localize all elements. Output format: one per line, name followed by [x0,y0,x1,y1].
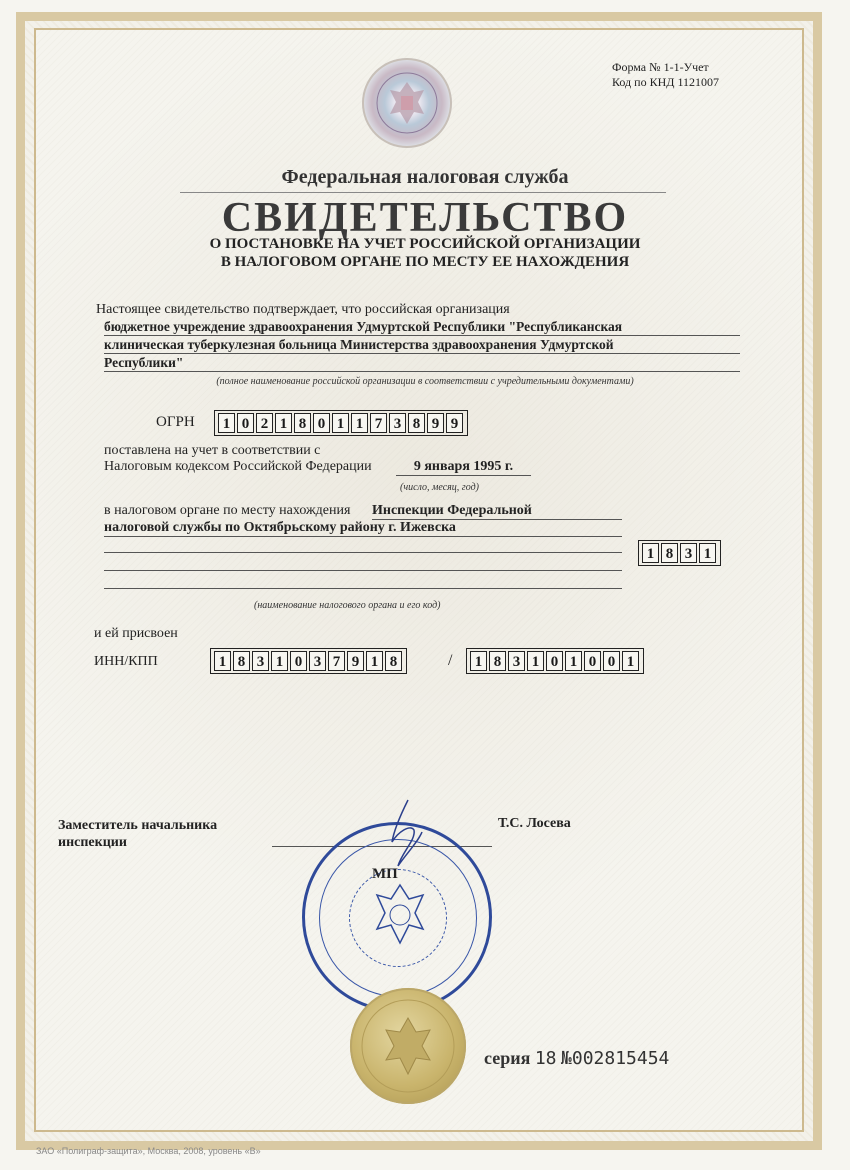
ogrn-digit: 1 [351,413,368,433]
kpp-digit: 0 [584,651,601,671]
inn-digit: 8 [385,651,402,671]
authority-name-line-2: налоговой службы по Октябрьскому району г. Ижевска [104,520,622,537]
series-value: 18 [534,1048,557,1069]
document-number: №002815454 [561,1048,670,1069]
registration-date: 9 января 1995 г. [396,459,531,476]
subtitle-line-2: В НАЛОГОВОМ ОРГАНЕ ПО МЕСТУ ЕЕ НАХОЖДЕНИЯ [220,254,630,270]
ogrn-digit: 0 [313,413,330,433]
ogrn-digit: 2 [256,413,273,433]
ogrn-label: ОГРН [156,414,195,430]
inn-kpp-separator: / [448,652,453,669]
inn-digit: 7 [328,651,345,671]
intro-text: Настоящее свидетельство подтверждает, что российская организация [96,302,510,317]
org-name-line-2: клиническая туберкулезная больница Министерства здравоохранения Удмуртской [104,337,740,354]
ogrn-digit: 9 [427,413,444,433]
registered-text-2: Налоговым кодексом Российской Федерации [104,459,372,474]
authority-code-digit: 8 [661,543,678,563]
ogrn-field [214,410,468,436]
kpp-digit: 1 [470,651,487,671]
kpp-digit-boxes [466,648,644,674]
inn-digit: 1 [271,651,288,671]
authority-blank-line-1 [104,540,622,553]
agency-underline [180,192,666,193]
inn-kpp-label: ИНН/КПП [94,654,158,669]
kpp-digit: 8 [489,651,506,671]
kpp-digit: 0 [546,651,563,671]
authority-name-line-1: Инспекции Федеральной [372,503,622,520]
inn-digit: 1 [366,651,383,671]
agency-name: Федеральная налоговая служба [281,166,569,188]
knd-code: Код по КНД 1121007 [612,75,719,89]
inn-digit: 3 [309,651,326,671]
inn-digit: 0 [290,651,307,671]
kpp-digit: 1 [565,651,582,671]
ogrn-digit: 1 [218,413,235,433]
org-name-note: (полное наименование российской организации в соответствии с учредительными документами) [216,376,634,387]
kpp-field [466,648,644,674]
signer-position-line-1: Заместитель начальника [58,818,218,833]
inn-digit: 9 [347,651,364,671]
inn-digit: 1 [214,651,231,671]
ogrn-digit-boxes [214,410,468,436]
printer-info: ЗАО «Полиграф-защита», Москва, 2008, уровень «В» [36,1146,261,1156]
ogrn-digit: 9 [446,413,463,433]
inn-field [210,648,407,674]
ogrn-digit: 7 [370,413,387,433]
authority-text: в налоговом органе по месту нахождения [104,503,351,518]
gold-seal-icon [350,988,466,1104]
assigned-text: и ей присвоен [94,626,178,641]
org-name-line-3: Республики" [104,355,740,372]
kpp-digit: 1 [622,651,639,671]
signer-name: Т.С. Лосева [498,816,571,831]
inn-digit: 3 [252,651,269,671]
series-label: серия [484,1048,531,1068]
date-note: (число, месяц, год) [400,482,479,493]
handwritten-signature-icon [380,796,430,876]
hologram-emblem-icon [362,58,452,148]
stamp-place-mark: МП [372,866,398,882]
ogrn-digit: 1 [332,413,349,433]
org-name-line-1: бюджетное учреждение здравоохранения Удмуртской Республики "Республиканская [104,319,740,336]
kpp-digit: 1 [527,651,544,671]
kpp-digit: 3 [508,651,525,671]
ogrn-digit: 8 [294,413,311,433]
form-info [612,60,719,90]
ogrn-digit: 1 [275,413,292,433]
series-block [484,1048,669,1069]
form-number: Форма № 1-1-Учет [612,60,709,74]
authority-note: (наименование налогового органа и его код) [254,600,441,611]
authority-code-digit: 3 [680,543,697,563]
authority-blank-line-2 [104,558,622,571]
authority-code-digit-boxes [638,540,721,566]
authority-code-digit: 1 [642,543,659,563]
document-title: СВИДЕТЕЛЬСТВО [221,195,629,241]
ogrn-digit: 0 [237,413,254,433]
inn-digit-boxes [210,648,407,674]
authority-code-digit: 1 [699,543,716,563]
subtitle-line-1: О ПОСТАНОВКЕ НА УЧЕТ РОССИЙСКОЙ ОРГАНИЗАЦИИ [209,236,641,252]
registered-text-1: поставлена на учет в соответствии с [104,443,321,458]
ogrn-digit: 3 [389,413,406,433]
kpp-digit: 0 [603,651,620,671]
authority-code-field [638,540,721,566]
signer-position-line-2: инспекции [58,835,127,850]
ogrn-digit: 8 [408,413,425,433]
authority-blank-line-3 [104,576,622,589]
inn-digit: 8 [233,651,250,671]
